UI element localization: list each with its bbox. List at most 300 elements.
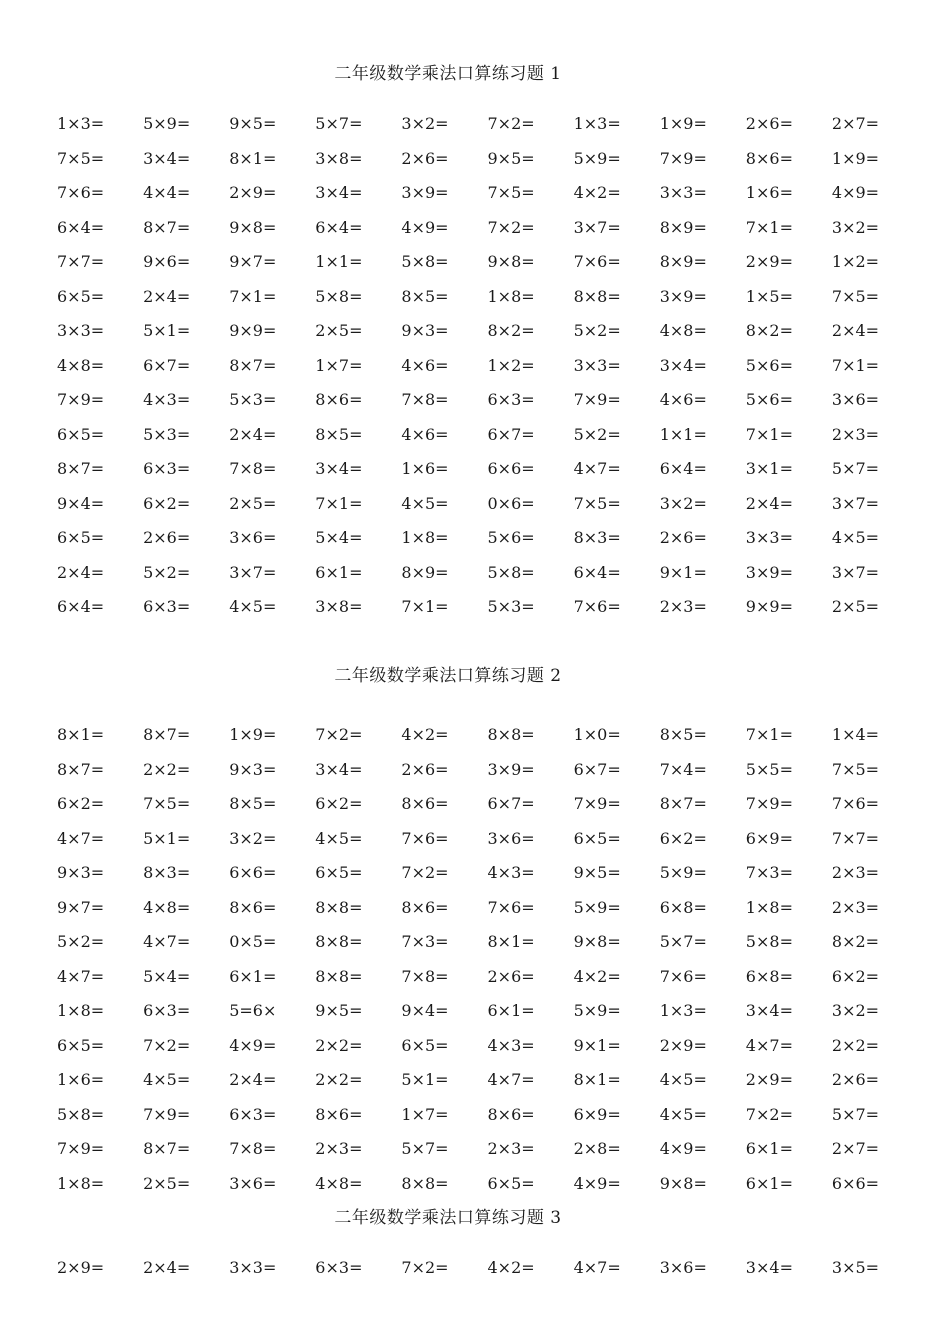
multiplication-problem: 9×7= — [57, 897, 105, 917]
multiplication-problem: 1×3= — [659, 1001, 707, 1020]
multiplication-problem: 6×3= — [143, 597, 191, 616]
multiplication-problem: 9×8= — [573, 932, 621, 951]
multiplication-problem: 4×5= — [659, 1070, 707, 1089]
multiplication-problem: 2×6= — [487, 966, 535, 986]
multiplication-problem: 7×9= — [573, 390, 621, 409]
multiplication-problem: 7×6= — [573, 252, 621, 271]
multiplication-problem: 2×9= — [659, 1035, 707, 1055]
multiplication-problem: 2×4= — [229, 424, 277, 444]
multiplication-problem: 7×2= — [401, 863, 449, 882]
multiplication-problem: 9×4= — [57, 493, 105, 513]
multiplication-problem: 4×9= — [659, 1139, 707, 1158]
multiplication-problem: 2×6= — [659, 528, 707, 547]
multiplication-problem: 5×3= — [229, 390, 277, 409]
multiplication-problem: 1×8= — [487, 286, 535, 306]
multiplication-problem: 1×9= — [659, 114, 707, 133]
multiplication-problem: 6×7= — [487, 424, 535, 444]
multiplication-problem: 2×5= — [315, 321, 363, 340]
multiplication-problem: 6×3= — [143, 1001, 191, 1020]
multiplication-problem: 7×2= — [487, 114, 535, 133]
multiplication-problem: 7×9= — [57, 1139, 105, 1158]
multiplication-problem: 7×6= — [573, 597, 621, 616]
multiplication-problem: 2×3= — [315, 1139, 363, 1158]
multiplication-problem: 5×2= — [573, 321, 621, 340]
multiplication-problem: 4×7= — [745, 1035, 793, 1055]
multiplication-problem: 5×7= — [315, 114, 363, 133]
multiplication-problem: 3×6= — [229, 1173, 277, 1193]
multiplication-problem: 3×8= — [315, 597, 363, 616]
multiplication-problem: 8×8= — [315, 897, 363, 917]
multiplication-problem: 5×7= — [659, 932, 707, 951]
multiplication-problem: 2×4= — [143, 286, 191, 306]
multiplication-problem: 3×4= — [745, 1001, 793, 1020]
multiplication-problem: 4×7= — [573, 1258, 621, 1277]
multiplication-problem: 5×3= — [487, 597, 535, 616]
multiplication-problem: 7×1= — [831, 355, 880, 375]
multiplication-problem: 3×4= — [315, 459, 363, 478]
multiplication-problem: 8×1= — [57, 725, 105, 744]
multiplication-problem: 6×5= — [401, 1035, 449, 1055]
multiplication-problem: 4×5= — [315, 828, 363, 848]
multiplication-problem: 4×5= — [401, 493, 449, 513]
multiplication-problem: 9×9= — [229, 321, 277, 340]
multiplication-problem: 0×5= — [229, 932, 277, 951]
multiplication-problem: 3×3= — [229, 1258, 277, 1277]
multiplication-problem: 2×9= — [57, 1258, 105, 1277]
multiplication-problem: 8×7= — [143, 217, 191, 237]
multiplication-problem: 1×1= — [315, 252, 363, 271]
multiplication-problem: 8×6= — [229, 897, 277, 917]
multiplication-problem: 8×5= — [659, 725, 707, 744]
multiplication-problem: 8×2= — [831, 932, 880, 951]
multiplication-problem: 8×7= — [229, 355, 277, 375]
multiplication-problem: 2×3= — [487, 1139, 535, 1158]
multiplication-problem: 1×2= — [831, 252, 880, 271]
multiplication-problem: 5×3= — [143, 424, 191, 444]
multiplication-problem: 6×5= — [573, 828, 621, 848]
multiplication-problem: 5×6= — [745, 355, 793, 375]
multiplication-problem: 5×1= — [401, 1070, 449, 1089]
multiplication-problem: 4×5= — [229, 597, 277, 616]
multiplication-problem: 4×6= — [401, 355, 449, 375]
multiplication-problem: 4×5= — [143, 1070, 191, 1089]
multiplication-problem: 6×3= — [229, 1104, 277, 1124]
multiplication-problem: 7×6= — [401, 828, 449, 848]
multiplication-problem: 9×9= — [745, 597, 793, 616]
multiplication-problem: 1×8= — [57, 1173, 105, 1193]
multiplication-problem: 2×2= — [315, 1035, 363, 1055]
multiplication-problem: 7×5= — [57, 148, 105, 168]
multiplication-problem: 7×3= — [745, 863, 793, 882]
multiplication-problem: 5×9= — [573, 148, 621, 168]
multiplication-problem: 2×9= — [745, 252, 793, 271]
multiplication-problem: 4×6= — [659, 390, 707, 409]
multiplication-problem: 8×5= — [315, 424, 363, 444]
multiplication-problem: 6×4= — [573, 562, 621, 582]
multiplication-problem: 7×8= — [401, 390, 449, 409]
multiplication-problem: 8×7= — [57, 459, 105, 478]
multiplication-problem: 1×8= — [57, 1001, 105, 1020]
multiplication-problem: 8×5= — [401, 286, 449, 306]
multiplication-problem: 9×8= — [229, 217, 277, 237]
multiplication-problem: 7×9= — [143, 1104, 191, 1124]
multiplication-problem: 1×1= — [659, 424, 707, 444]
multiplication-problem: 7×6= — [57, 183, 105, 202]
multiplication-problem: 5×1= — [143, 828, 191, 848]
multiplication-problem: 6×5= — [57, 528, 105, 547]
multiplication-problem: 4×2= — [573, 966, 621, 986]
multiplication-problem: 2×4= — [745, 493, 793, 513]
multiplication-problem: 3×4= — [143, 148, 191, 168]
multiplication-problem: 9×3= — [401, 321, 449, 340]
multiplication-problem: 6×2= — [315, 794, 363, 813]
multiplication-problem: 6×2= — [57, 794, 105, 813]
multiplication-problem: 2×6= — [401, 759, 449, 779]
multiplication-problem: 4×9= — [573, 1173, 621, 1193]
multiplication-problem: 4×4= — [143, 183, 191, 202]
multiplication-problem: 4×7= — [57, 966, 105, 986]
multiplication-problem: 9×7= — [229, 252, 277, 271]
multiplication-problem: 4×7= — [57, 828, 105, 848]
multiplication-problem: 3×5= — [831, 1258, 880, 1277]
multiplication-problem: 2×5= — [143, 1173, 191, 1193]
multiplication-problem: 9×5= — [573, 863, 621, 882]
multiplication-problem: 9×8= — [487, 252, 535, 271]
multiplication-problem: 1×9= — [229, 725, 277, 744]
multiplication-problem: 6×7= — [573, 759, 621, 779]
multiplication-problem: 7×1= — [401, 597, 449, 616]
multiplication-problem: 4×8= — [659, 321, 707, 340]
multiplication-problem: 7×1= — [229, 286, 277, 306]
multiplication-problem: 3×6= — [487, 828, 535, 848]
multiplication-problem: 6×3= — [487, 390, 535, 409]
multiplication-problem: 4×7= — [143, 932, 191, 951]
multiplication-problem: 7×3= — [401, 932, 449, 951]
multiplication-problem: 7×5= — [143, 794, 191, 813]
multiplication-problem: 8×6= — [315, 1104, 363, 1124]
multiplication-problem: 1×9= — [831, 148, 880, 168]
multiplication-problem: 9×5= — [315, 1001, 363, 1020]
multiplication-problem: 8×6= — [487, 1104, 535, 1124]
multiplication-problem: 3×9= — [487, 759, 535, 779]
multiplication-problem: 5=6× — [229, 1001, 277, 1020]
multiplication-problem: 7×5= — [573, 493, 621, 513]
multiplication-problem: 2×2= — [143, 759, 191, 779]
multiplication-problem: 2×4= — [57, 562, 105, 582]
multiplication-problem: 9×5= — [229, 114, 277, 133]
multiplication-problem: 3×2= — [229, 828, 277, 848]
multiplication-problem: 1×6= — [57, 1070, 105, 1089]
multiplication-problem: 2×3= — [659, 597, 707, 616]
multiplication-problem: 7×2= — [487, 217, 535, 237]
multiplication-problem: 8×6= — [401, 794, 449, 813]
multiplication-problem: 7×1= — [315, 493, 363, 513]
multiplication-problem: 6×6= — [831, 1173, 880, 1193]
multiplication-problem: 2×2= — [831, 1035, 880, 1055]
multiplication-problem: 8×7= — [659, 794, 707, 813]
multiplication-problem: 8×2= — [745, 321, 793, 340]
multiplication-problem: 2×4= — [229, 1070, 277, 1089]
multiplication-problem: 4×2= — [487, 1258, 535, 1277]
multiplication-problem: 5×6= — [745, 390, 793, 409]
multiplication-problem: 4×2= — [401, 725, 449, 744]
multiplication-problem: 5×2= — [573, 424, 621, 444]
multiplication-problem: 4×3= — [487, 1035, 535, 1055]
multiplication-problem: 7×9= — [745, 794, 793, 813]
multiplication-problem: 4×7= — [487, 1070, 535, 1089]
multiplication-problem: 2×3= — [831, 897, 880, 917]
multiplication-problem: 9×4= — [401, 1001, 449, 1020]
multiplication-problem: 3×6= — [229, 528, 277, 547]
multiplication-problem: 8×8= — [573, 286, 621, 306]
multiplication-problem: 5×8= — [315, 286, 363, 306]
multiplication-problem: 2×9= — [745, 1070, 793, 1089]
multiplication-problem: 3×2= — [659, 493, 707, 513]
multiplication-problem: 4×8= — [57, 355, 105, 375]
multiplication-problem: 2×4= — [143, 1258, 191, 1277]
multiplication-problem: 8×1= — [229, 148, 277, 168]
multiplication-problem: 8×6= — [315, 390, 363, 409]
multiplication-problem: 3×6= — [659, 1258, 707, 1277]
multiplication-problem: 7×4= — [659, 759, 707, 779]
multiplication-problem: 8×8= — [401, 1173, 449, 1193]
multiplication-problem: 6×8= — [659, 897, 707, 917]
multiplication-problem: 6×7= — [487, 794, 535, 813]
multiplication-problem: 5×4= — [143, 966, 191, 986]
multiplication-problem: 5×7= — [401, 1139, 449, 1158]
multiplication-problem: 6×4= — [659, 459, 707, 478]
multiplication-problem: 4×8= — [315, 1173, 363, 1193]
multiplication-problem: 3×9= — [745, 562, 793, 582]
multiplication-problem: 1×4= — [831, 725, 880, 744]
multiplication-problem: 2×3= — [831, 424, 880, 444]
multiplication-problem: 6×1= — [745, 1139, 793, 1158]
multiplication-problem: 8×9= — [401, 562, 449, 582]
multiplication-problem: 7×5= — [487, 183, 535, 202]
multiplication-problem: 9×6= — [143, 252, 191, 271]
multiplication-problem: 1×7= — [401, 1104, 449, 1124]
multiplication-problem: 8×9= — [659, 252, 707, 271]
multiplication-problem: 3×4= — [745, 1258, 793, 1277]
multiplication-problem: 7×8= — [401, 966, 449, 986]
multiplication-problem: 0×6= — [487, 493, 535, 513]
multiplication-problem: 5×8= — [57, 1104, 105, 1124]
multiplication-problem: 5×5= — [745, 759, 793, 779]
multiplication-problem: 5×2= — [57, 932, 105, 951]
multiplication-problem: 6×6= — [229, 863, 277, 882]
multiplication-problem: 7×7= — [831, 828, 880, 848]
multiplication-problem: 7×5= — [831, 759, 880, 779]
multiplication-problem: 1×3= — [573, 114, 621, 133]
multiplication-problem: 1×7= — [315, 355, 363, 375]
multiplication-problem: 5×8= — [487, 562, 535, 582]
multiplication-problem: 2×7= — [831, 114, 880, 133]
multiplication-problem: 6×2= — [831, 966, 880, 986]
multiplication-problem: 7×2= — [745, 1104, 793, 1124]
multiplication-problem: 6×1= — [745, 1173, 793, 1193]
multiplication-problem: 8×1= — [487, 932, 535, 951]
multiplication-problem: 2×5= — [831, 597, 880, 616]
multiplication-problem: 3×3= — [57, 321, 105, 340]
multiplication-problem: 9×8= — [659, 1173, 707, 1193]
multiplication-problem: 7×6= — [659, 966, 707, 986]
multiplication-problem: 9×1= — [659, 562, 707, 582]
multiplication-problem: 7×1= — [745, 217, 793, 237]
multiplication-problem: 5×1= — [143, 321, 191, 340]
multiplication-problem: 5×9= — [143, 114, 191, 133]
section-title: 二年级数学乘法口算练习题 2 — [334, 666, 562, 686]
multiplication-problem: 1×5= — [745, 286, 793, 306]
multiplication-problem: 6×5= — [57, 286, 105, 306]
multiplication-problem: 7×2= — [315, 725, 363, 744]
multiplication-problem: 8×2= — [487, 321, 535, 340]
multiplication-problem: 4×7= — [573, 459, 621, 478]
multiplication-problem: 6×2= — [143, 493, 191, 513]
multiplication-problem: 5×8= — [401, 252, 449, 271]
multiplication-problem: 3×7= — [229, 562, 277, 582]
multiplication-problem: 3×7= — [831, 562, 880, 582]
multiplication-problem: 8×7= — [57, 759, 105, 779]
multiplication-problem: 6×9= — [573, 1104, 621, 1124]
multiplication-problem: 1×6= — [401, 459, 449, 478]
multiplication-problem: 2×3= — [831, 863, 880, 882]
multiplication-problem: 5×8= — [745, 932, 793, 951]
multiplication-problem: 1×6= — [745, 183, 793, 202]
multiplication-problem: 5×4= — [315, 528, 363, 547]
multiplication-problem: 2×6= — [745, 114, 793, 133]
multiplication-problem: 7×2= — [401, 1258, 449, 1277]
multiplication-problem: 4×8= — [143, 897, 191, 917]
multiplication-problem: 4×9= — [401, 217, 449, 237]
multiplication-problem: 6×6= — [487, 459, 535, 478]
multiplication-problem: 3×3= — [659, 183, 707, 202]
section-title: 二年级数学乘法口算练习题 3 — [334, 1208, 562, 1228]
multiplication-problem: 3×2= — [831, 1001, 880, 1020]
multiplication-problem: 9×1= — [573, 1035, 621, 1055]
multiplication-problem: 1×2= — [487, 355, 535, 375]
multiplication-problem: 7×8= — [229, 459, 277, 478]
multiplication-problem: 5×9= — [573, 897, 621, 917]
multiplication-problem: 5×9= — [659, 863, 707, 882]
multiplication-problem: 7×7= — [57, 252, 105, 271]
multiplication-problem: 8×3= — [573, 528, 621, 547]
multiplication-problem: 3×7= — [573, 217, 621, 237]
multiplication-problem: 2×8= — [573, 1139, 621, 1158]
multiplication-problem: 2×6= — [831, 1070, 880, 1089]
multiplication-problem: 4×3= — [487, 863, 535, 882]
multiplication-problem: 5×2= — [143, 562, 191, 582]
multiplication-problem: 7×9= — [573, 794, 621, 813]
multiplication-problem: 6×4= — [57, 597, 105, 616]
multiplication-problem: 7×6= — [831, 794, 880, 813]
multiplication-problem: 3×3= — [573, 355, 621, 375]
multiplication-problem: 3×9= — [401, 183, 449, 202]
multiplication-problem: 8×8= — [315, 966, 363, 986]
multiplication-problem: 7×1= — [745, 424, 793, 444]
multiplication-problem: 3×7= — [831, 493, 880, 513]
multiplication-problem: 6×1= — [487, 1001, 535, 1020]
multiplication-problem: 6×5= — [57, 424, 105, 444]
multiplication-problem: 4×5= — [831, 528, 880, 547]
multiplication-problem: 3×2= — [831, 217, 880, 237]
multiplication-problem: 1×8= — [745, 897, 793, 917]
multiplication-problem: 6×1= — [229, 966, 277, 986]
multiplication-problem: 4×2= — [573, 183, 621, 202]
multiplication-problem: 4×6= — [401, 424, 449, 444]
multiplication-problem: 2×6= — [401, 148, 449, 168]
multiplication-problem: 5×7= — [831, 459, 880, 478]
multiplication-problem: 9×3= — [57, 863, 105, 882]
multiplication-problem: 8×8= — [487, 725, 535, 744]
multiplication-problem: 6×2= — [659, 828, 707, 848]
multiplication-problem: 7×1= — [745, 725, 793, 744]
multiplication-problem: 8×5= — [229, 794, 277, 813]
multiplication-problem: 3×1= — [745, 459, 793, 478]
multiplication-problem: 1×0= — [573, 725, 621, 744]
multiplication-problem: 6×4= — [57, 217, 105, 237]
multiplication-problem: 6×5= — [57, 1035, 105, 1055]
multiplication-problem: 5×7= — [831, 1104, 880, 1124]
multiplication-problem: 6×1= — [315, 562, 363, 582]
multiplication-problem: 8×9= — [659, 217, 707, 237]
multiplication-problem: 2×2= — [315, 1070, 363, 1089]
multiplication-problem: 3×4= — [659, 355, 707, 375]
multiplication-problem: 4×9= — [831, 183, 880, 202]
multiplication-problem: 7×9= — [57, 390, 105, 409]
multiplication-problem: 6×5= — [315, 863, 363, 882]
multiplication-problem: 3×2= — [401, 114, 449, 133]
multiplication-problem: 8×7= — [143, 1139, 191, 1158]
multiplication-problem: 7×6= — [487, 897, 535, 917]
multiplication-problem: 6×3= — [315, 1258, 363, 1277]
multiplication-problem: 2×7= — [831, 1139, 880, 1158]
multiplication-problem: 2×6= — [143, 528, 191, 547]
multiplication-problem: 6×3= — [143, 459, 191, 478]
multiplication-problem: 4×9= — [229, 1035, 277, 1055]
multiplication-problem: 1×8= — [401, 528, 449, 547]
multiplication-problem: 3×6= — [831, 390, 880, 409]
multiplication-problem: 3×4= — [315, 183, 363, 202]
multiplication-problem: 9×5= — [487, 148, 535, 168]
multiplication-problem: 1×3= — [57, 114, 105, 133]
section-title: 二年级数学乘法口算练习题 1 — [334, 64, 562, 84]
multiplication-problem: 2×5= — [229, 493, 277, 513]
multiplication-problem: 6×7= — [143, 355, 191, 375]
multiplication-problem: 2×4= — [831, 321, 880, 340]
multiplication-problem: 7×9= — [659, 148, 707, 168]
multiplication-problem: 4×3= — [143, 390, 191, 409]
multiplication-problem: 9×3= — [229, 759, 277, 779]
multiplication-problem: 4×5= — [659, 1104, 707, 1124]
multiplication-problem: 8×1= — [573, 1070, 621, 1089]
multiplication-problem: 3×9= — [659, 286, 707, 306]
multiplication-problem: 8×3= — [143, 863, 191, 882]
multiplication-problem: 7×8= — [229, 1139, 277, 1158]
multiplication-problem: 8×7= — [143, 725, 191, 744]
multiplication-problem: 2×9= — [229, 183, 277, 202]
multiplication-problem: 8×8= — [315, 932, 363, 951]
multiplication-problem: 5×9= — [573, 1001, 621, 1020]
multiplication-problem: 7×2= — [143, 1035, 191, 1055]
multiplication-problem: 8×6= — [745, 148, 793, 168]
multiplication-problem: 8×6= — [401, 897, 449, 917]
multiplication-problem: 7×5= — [831, 286, 880, 306]
multiplication-problem: 6×5= — [487, 1173, 535, 1193]
multiplication-problem: 3×3= — [745, 528, 793, 547]
multiplication-problem: 6×8= — [745, 966, 793, 986]
multiplication-problem: 5×6= — [487, 528, 535, 547]
multiplication-problem: 3×8= — [315, 148, 363, 168]
